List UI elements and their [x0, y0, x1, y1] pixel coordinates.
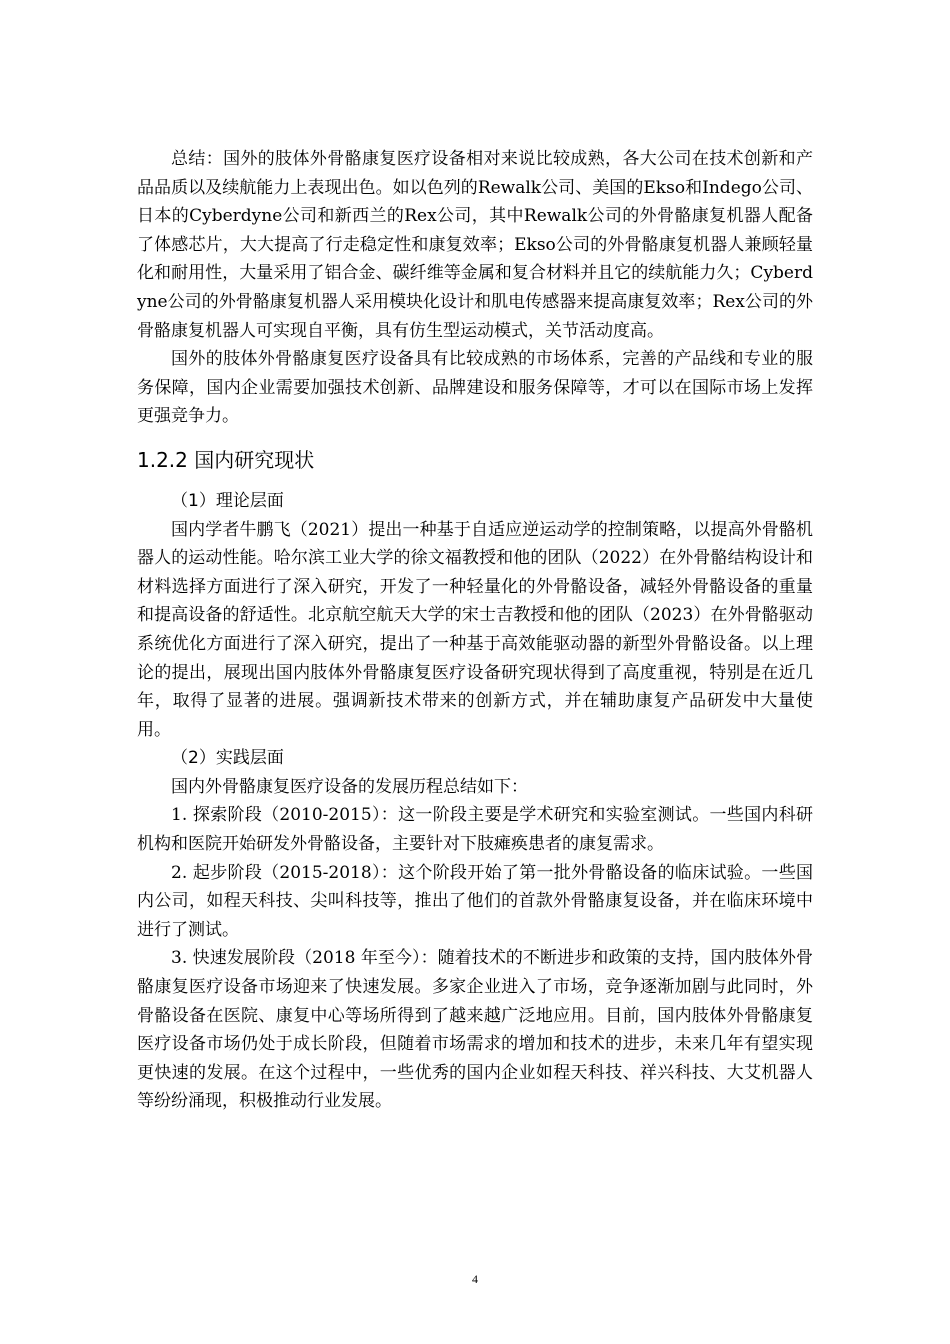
page-number: 4: [472, 1272, 478, 1286]
summary-paragraph: 总结：国外的肢体外骨骼康复医疗设备相对来说比较成熟，各大公司在技术创新和产品品质以及续航能力上表现出色。如以色列的Rewalk公司、美国的Ekso和Indego公司、日本的Cyberdyne公司和新西兰的Rex公司，其中Rewalk公司的外骨骼康复机器人配备了体感芯片，大大提高了行走稳定性和康复效率；Ekso公司的外骨骼康复机器人兼顾轻量化和耐用性，大量采用了铝合金、碳纤维等金属和复合材料并且它的续航能力久；Cyberdyne公司的外骨骼康复机器人采用模块化设计和肌电传感器来提高康复效率；Rex公司的外骨骼康复机器人可实现自平衡，具有仿生型运动模式，关节活动度高。: [137, 149, 813, 341]
practice-heading: （2）实践层面: [171, 748, 284, 769]
section-heading: 1.2.2 国内研究现状: [137, 447, 315, 472]
theory-paragraph: 国内学者牛鹏飞（2021）提出一种基于自适应逆运动学的控制策略，以提高外骨骼机器人的运动性能。哈尔滨工业大学的徐文福教授和他的团队（2022）在外骨骼结构设计和材料选择方面进行了深入研究，开发了一种轻量化的外骨骼设备，减轻外骨骼设备的重量和提高设备的舒适性。北京航空航天大学的宋士吉教授和他的团队（2023）在外骨骼驱动系统优化方面进行了深入研究，提出了一种基于高效能驱动器的新型外骨骼设备。以上理论的提出，展现出国内肢体外骨骼康复医疗设备研究现状得到了高度重视，特别是在近几年，取得了显著的进展。强调新技术带来的创新方式，并在辅助康复产品研发中大量使用。: [137, 519, 813, 740]
stage-item: 2. 起步阶段（2015-2018）：这个阶段开始了第一批外骨骼设备的临床试验。一些国内公司，如程天科技、尖叫科技等，推出了他们的首款外骨骼康复设备，并在临床环境中进行了测试。: [137, 862, 813, 940]
market-paragraph: 国外的肢体外骨骼康复医疗设备具有比较成熟的市场体系，完善的产品线和专业的服务保障，国内企业需要加强技术创新、品牌建设和服务保障等，才可以在国际市场上发挥更强竞争力。: [137, 349, 813, 427]
page-body: [137, 145, 813, 1116]
theory-heading: （1）理论层面: [171, 490, 284, 511]
stage-item: 3. 快速发展阶段（2018 年至今）：随着技术的不断进步和政策的支持，国内肢体外骨骼康复医疗设备市场迎来了快速发展。多家企业进入了市场，竞争逐渐加剧与此同时，外骨骼设备在医院、康复中心等场所得到了越来越广泛地应用。目前，国内肢体外骨骼康复医疗设备市场仍处于成长阶段，但随着市场需求的增加和技术的进步，未来几年有望实现更快速的发展。在这个过程中，一些优秀的国内企业如程天科技、祥兴科技、大艾机器人等纷纷涌现，积极推动行业发展。: [137, 948, 813, 1112]
stage-item: 1. 探索阶段（2010-2015）：这一阶段主要是学术研究和实验室测试。一些国内科研机构和医院开始研发外骨骼设备，主要针对下肢瘫痪患者的康复需求。: [137, 805, 813, 855]
practice-intro: 国内外骨骼康复医疗设备的发展历程总结如下：: [171, 776, 528, 797]
